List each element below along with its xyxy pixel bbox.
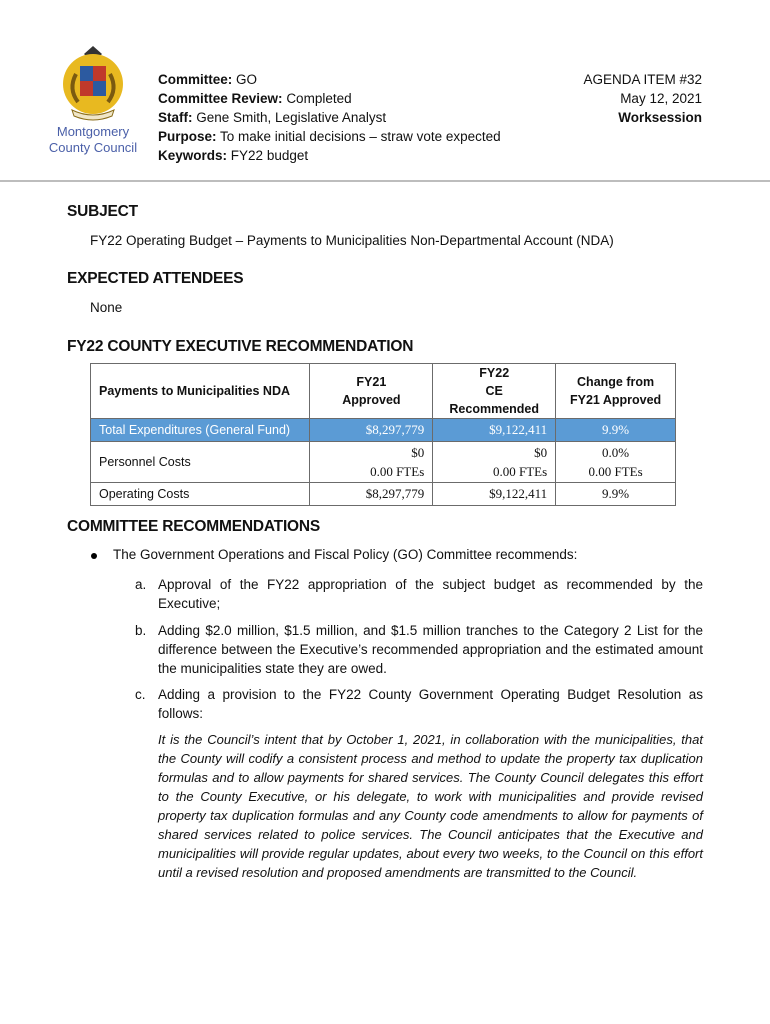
table-header-cell: FY21 Approved (310, 364, 433, 419)
session-type: Worksession (618, 110, 702, 125)
bullet-icon (91, 553, 97, 559)
meeting-meta (158, 70, 501, 165)
table-row (91, 483, 676, 506)
subject-text: FY22 Operating Budget – Payments to Municipalities Non-Departmental Account (NDA) (90, 233, 614, 248)
list-item-text: Approval of the FY22 appropriation of the subject budget as recommended by the Executive; (158, 577, 703, 611)
budget-table (90, 363, 676, 506)
agenda-info (583, 70, 702, 127)
purpose-value: To make initial decisions – straw vote expected (220, 129, 501, 144)
attendees-heading: EXPECTED ATTENDEES (67, 270, 244, 287)
table-row (91, 442, 676, 483)
county-seal-icon (58, 44, 128, 122)
table-cell: $9,122,411 (433, 419, 556, 442)
list-marker: c. (135, 687, 146, 702)
table-cell: Total Expenditures (General Fund) (91, 419, 310, 442)
list-item (135, 575, 703, 613)
logo-text-line1: Montgomery (56, 124, 130, 139)
table-cell: Operating Costs (91, 483, 310, 506)
committee-label: Committee: (158, 72, 233, 87)
table-cell: 0.0% 0.00 FTEs (556, 442, 676, 483)
list-marker: b. (135, 623, 147, 638)
list-marker: a. (135, 577, 147, 592)
agenda-item: AGENDA ITEM #32 (583, 72, 702, 87)
bullet-text: The Government Operations and Fiscal Policy (GO) Committee recommends: (113, 547, 578, 562)
table-header-cell: Payments to Municipalities NDA (91, 364, 310, 419)
keywords-value: FY22 budget (230, 148, 309, 163)
review-label: Committee Review: (158, 91, 283, 106)
logo-text-line2: County Council (48, 140, 138, 155)
table-cell: $9,122,411 (433, 483, 556, 506)
attendees-text: None (90, 300, 123, 315)
table-cell: 9.9% (556, 419, 676, 442)
list-item-text: Adding a provision to the FY22 County Government Operating Budget Resolution as follows: (158, 687, 703, 721)
recommendation-heading: FY22 COUNTY EXECUTIVE RECOMMENDATION (67, 338, 414, 355)
table-header-cell: FY22 CE Recommended (433, 364, 556, 419)
resolution-quote: It is the Council’s intent that by October 1, 2021, in collaboration with the municipalities, that the County will codify a consistent process and method to update the property tax duplication formulas and to allow payments for shared services. The County Council delegates this effort to the County Executive, or his delegate, to work with municipalities and provide revised property tax duplication formulas and any County code amendments to allow for payments of shared services related to police services. The Council anticipates that the Executive and municipalities will provide regular updates, about every two weeks, to the Council on this effort until a revised resolution and proposed amendments are transmitted to the Council. (158, 732, 703, 880)
keywords-label: Keywords: (158, 148, 228, 163)
committee-heading: COMMITTEE RECOMMENDATIONS (67, 518, 321, 535)
table-cell: 9.9% (556, 483, 676, 506)
list-item (135, 685, 703, 723)
subject-heading: SUBJECT (67, 203, 138, 220)
table-cell: $8,297,779 (310, 483, 433, 506)
staff-value: Gene Smith, Legislative Analyst (196, 110, 387, 125)
council-logo-text (40, 124, 146, 156)
header-divider (0, 180, 770, 182)
list-item-text: Adding $2.0 million, $1.5 million, and $1.5 million tranches to the Category 2 List for the difference between the Executive’s recommended appropriation and the estimated amount the municipalities state they are owed. (158, 623, 703, 676)
committee-value: GO (236, 72, 258, 87)
table-cell: Personnel Costs (91, 442, 310, 483)
table-cell: $0 0.00 FTEs (310, 442, 433, 483)
staff-label: Staff: (158, 110, 193, 125)
agenda-date: May 12, 2021 (620, 91, 702, 106)
table-header-row (91, 364, 676, 419)
purpose-label: Purpose: (158, 129, 217, 144)
list-item (135, 621, 703, 678)
table-row (91, 419, 676, 442)
table-cell: $8,297,779 (310, 419, 433, 442)
review-value: Completed (286, 91, 352, 106)
table-header-cell: Change from FY21 Approved (556, 364, 676, 419)
table-cell: $0 0.00 FTEs (433, 442, 556, 483)
